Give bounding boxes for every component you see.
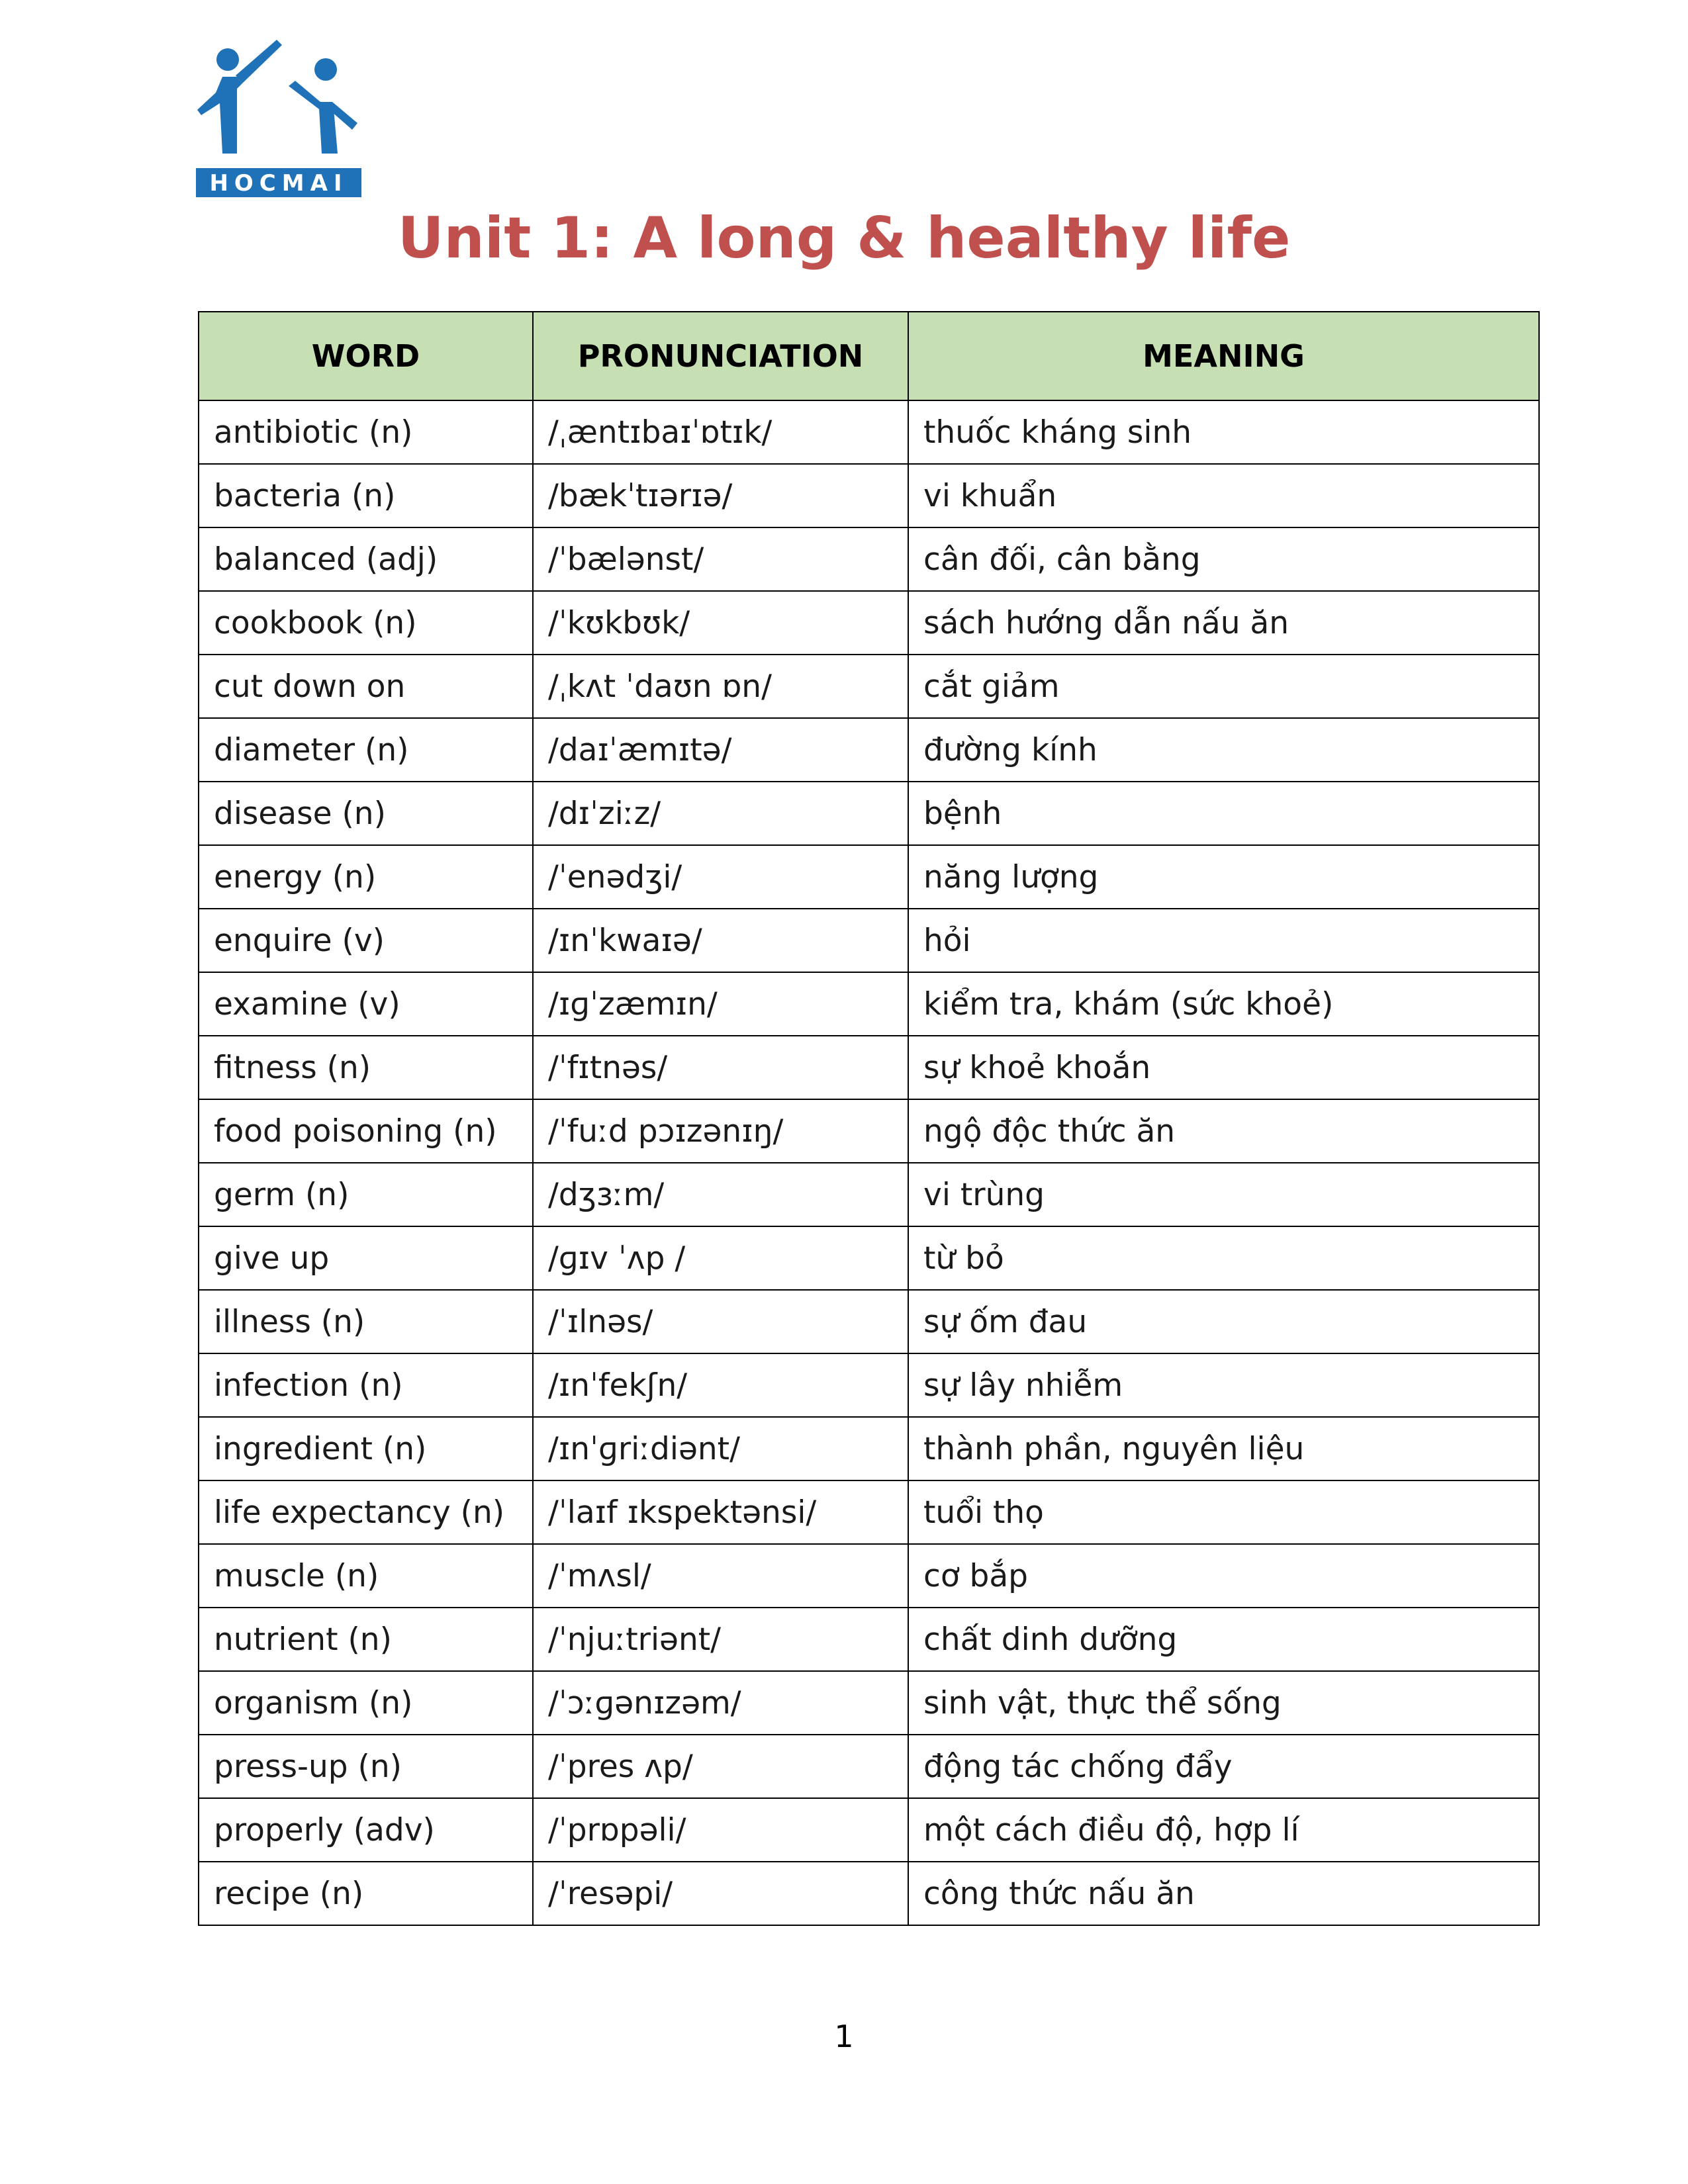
meaning-cell: sự ốm đau xyxy=(908,1290,1539,1353)
pronunciation-cell: /ˈkʊkbʊk/ xyxy=(533,591,908,655)
table-row xyxy=(199,527,1539,591)
table-row xyxy=(199,845,1539,909)
page-title: Unit 1: A long & healthy life xyxy=(397,205,1291,271)
pronunciation-cell: /ɪnˈkwaɪə/ xyxy=(533,909,908,972)
word-cell: antibiotic (n) xyxy=(199,400,533,464)
table-row xyxy=(199,655,1539,718)
word-cell: disease (n) xyxy=(199,782,533,845)
meaning-cell: thành phần, nguyên liệu xyxy=(908,1417,1539,1480)
word-cell: fitness (n) xyxy=(199,1036,533,1099)
meaning-cell: bệnh xyxy=(908,782,1539,845)
word-cell: muscle (n) xyxy=(199,1544,533,1608)
pronunciation-cell: /ˈɔːɡənɪzəm/ xyxy=(533,1671,908,1735)
word-cell: organism (n) xyxy=(199,1671,533,1735)
pronunciation-cell: /ɪnˈɡriːdiənt/ xyxy=(533,1417,908,1480)
pronunciation-cell: /ˈfuːd pɔɪzənɪŋ/ xyxy=(533,1099,908,1163)
word-cell: recipe (n) xyxy=(199,1862,533,1925)
meaning-cell: thuốc kháng sinh xyxy=(908,400,1539,464)
word-cell: food poisoning (n) xyxy=(199,1099,533,1163)
word-cell: ingredient (n) xyxy=(199,1417,533,1480)
pronunciation-cell: /ˈnjuːtriənt/ xyxy=(533,1608,908,1671)
meaning-cell: sự khoẻ khoắn xyxy=(908,1036,1539,1099)
pronunciation-cell: /ɡɪv ˈʌp / xyxy=(533,1226,908,1290)
table-row xyxy=(199,972,1539,1036)
table-row xyxy=(199,1480,1539,1544)
pronunciation-cell: /bækˈtɪərɪə/ xyxy=(533,464,908,527)
meaning-cell: sinh vật, thực thể sống xyxy=(908,1671,1539,1735)
word-cell: diameter (n) xyxy=(199,718,533,782)
pronunciation-cell: /ˌæntɪbaɪˈɒtɪk/ xyxy=(533,400,908,464)
hocmai-logo-graphic xyxy=(196,37,361,199)
table-row xyxy=(199,1099,1539,1163)
pronunciation-cell: /ɪɡˈzæmɪn/ xyxy=(533,972,908,1036)
meaning-cell: chất dinh dưỡng xyxy=(908,1608,1539,1671)
meaning-cell: tuổi thọ xyxy=(908,1480,1539,1544)
meaning-cell: một cách điều độ, hợp lí xyxy=(908,1798,1539,1862)
meaning-cell: sách hướng dẫn nấu ăn xyxy=(908,591,1539,655)
pronunciation-cell: /ˈɪlnəs/ xyxy=(533,1290,908,1353)
word-cell: balanced (adj) xyxy=(199,527,533,591)
table-row xyxy=(199,1226,1539,1290)
table-row xyxy=(199,1862,1539,1925)
table-row xyxy=(199,464,1539,527)
meaning-cell: năng lượng xyxy=(908,845,1539,909)
word-cell: infection (n) xyxy=(199,1353,533,1417)
pronunciation-cell: /dɪˈziːz/ xyxy=(533,782,908,845)
meaning-cell: đường kính xyxy=(908,718,1539,782)
pronunciation-cell: /ˈbælənst/ xyxy=(533,527,908,591)
word-cell: examine (v) xyxy=(199,972,533,1036)
pronunciation-cell: /ˈlaɪf ɪkspektənsi/ xyxy=(533,1480,908,1544)
meaning-cell: từ bỏ xyxy=(908,1226,1539,1290)
word-cell: cookbook (n) xyxy=(199,591,533,655)
pronunciation-cell: /ˌkʌt ˈdaʊn ɒn/ xyxy=(533,655,908,718)
word-cell: energy (n) xyxy=(199,845,533,909)
word-cell: cut down on xyxy=(199,655,533,718)
meaning-cell: cắt giảm xyxy=(908,655,1539,718)
table-row xyxy=(199,591,1539,655)
word-cell: enquire (v) xyxy=(199,909,533,972)
pronunciation-cell: /dʒɜːm/ xyxy=(533,1163,908,1226)
pronunciation-cell: /ˈpres ʌp/ xyxy=(533,1735,908,1798)
word-cell: illness (n) xyxy=(199,1290,533,1353)
meaning-cell: ngộ độc thức ăn xyxy=(908,1099,1539,1163)
meaning-cell: vi trùng xyxy=(908,1163,1539,1226)
header-meaning: MEANING xyxy=(908,312,1539,400)
table-row xyxy=(199,1544,1539,1608)
table-row xyxy=(199,1798,1539,1862)
page-number: 1 xyxy=(834,2019,854,2054)
table-row xyxy=(199,1163,1539,1226)
meaning-cell: cơ bắp xyxy=(908,1544,1539,1608)
table-row xyxy=(199,1353,1539,1417)
word-cell: germ (n) xyxy=(199,1163,533,1226)
word-cell: give up xyxy=(199,1226,533,1290)
table-row xyxy=(199,1417,1539,1480)
table-row xyxy=(199,1608,1539,1671)
table-row xyxy=(199,782,1539,845)
meaning-cell: sự lây nhiễm xyxy=(908,1353,1539,1417)
table-row xyxy=(199,1671,1539,1735)
pronunciation-cell: /ˈprɒpəli/ xyxy=(533,1798,908,1862)
table-header-row xyxy=(199,312,1539,400)
word-cell: bacteria (n) xyxy=(199,464,533,527)
vocabulary-table xyxy=(198,311,1540,1926)
table-row xyxy=(199,909,1539,972)
word-cell: press-up (n) xyxy=(199,1735,533,1798)
table-row xyxy=(199,1735,1539,1798)
hocmai-logo xyxy=(196,37,361,199)
word-cell: nutrient (n) xyxy=(199,1608,533,1671)
pronunciation-cell: /ɪnˈfekʃn/ xyxy=(533,1353,908,1417)
table-row xyxy=(199,718,1539,782)
meaning-cell: vi khuẩn xyxy=(908,464,1539,527)
pronunciation-cell: /ˈmʌsl/ xyxy=(533,1544,908,1608)
table-row xyxy=(199,400,1539,464)
meaning-cell: động tác chống đẩy xyxy=(908,1735,1539,1798)
header-pronunciation: PRONUNCIATION xyxy=(533,312,908,400)
pronunciation-cell: /ˈfɪtnəs/ xyxy=(533,1036,908,1099)
pronunciation-cell: /ˈresəpi/ xyxy=(533,1862,908,1925)
meaning-cell: kiểm tra, khám (sức khoẻ) xyxy=(908,972,1539,1036)
meaning-cell: hỏi xyxy=(908,909,1539,972)
pronunciation-cell: /ˈenədʒi/ xyxy=(533,845,908,909)
table-row xyxy=(199,1036,1539,1099)
meaning-cell: công thức nấu ăn xyxy=(908,1862,1539,1925)
word-cell: properly (adv) xyxy=(199,1798,533,1862)
meaning-cell: cân đối, cân bằng xyxy=(908,527,1539,591)
word-cell: life expectancy (n) xyxy=(199,1480,533,1544)
header-word: WORD xyxy=(199,312,533,400)
logo-brand-text: HOCMAI xyxy=(209,170,348,197)
pronunciation-cell: /daɪˈæmɪtə/ xyxy=(533,718,908,782)
table-row xyxy=(199,1290,1539,1353)
